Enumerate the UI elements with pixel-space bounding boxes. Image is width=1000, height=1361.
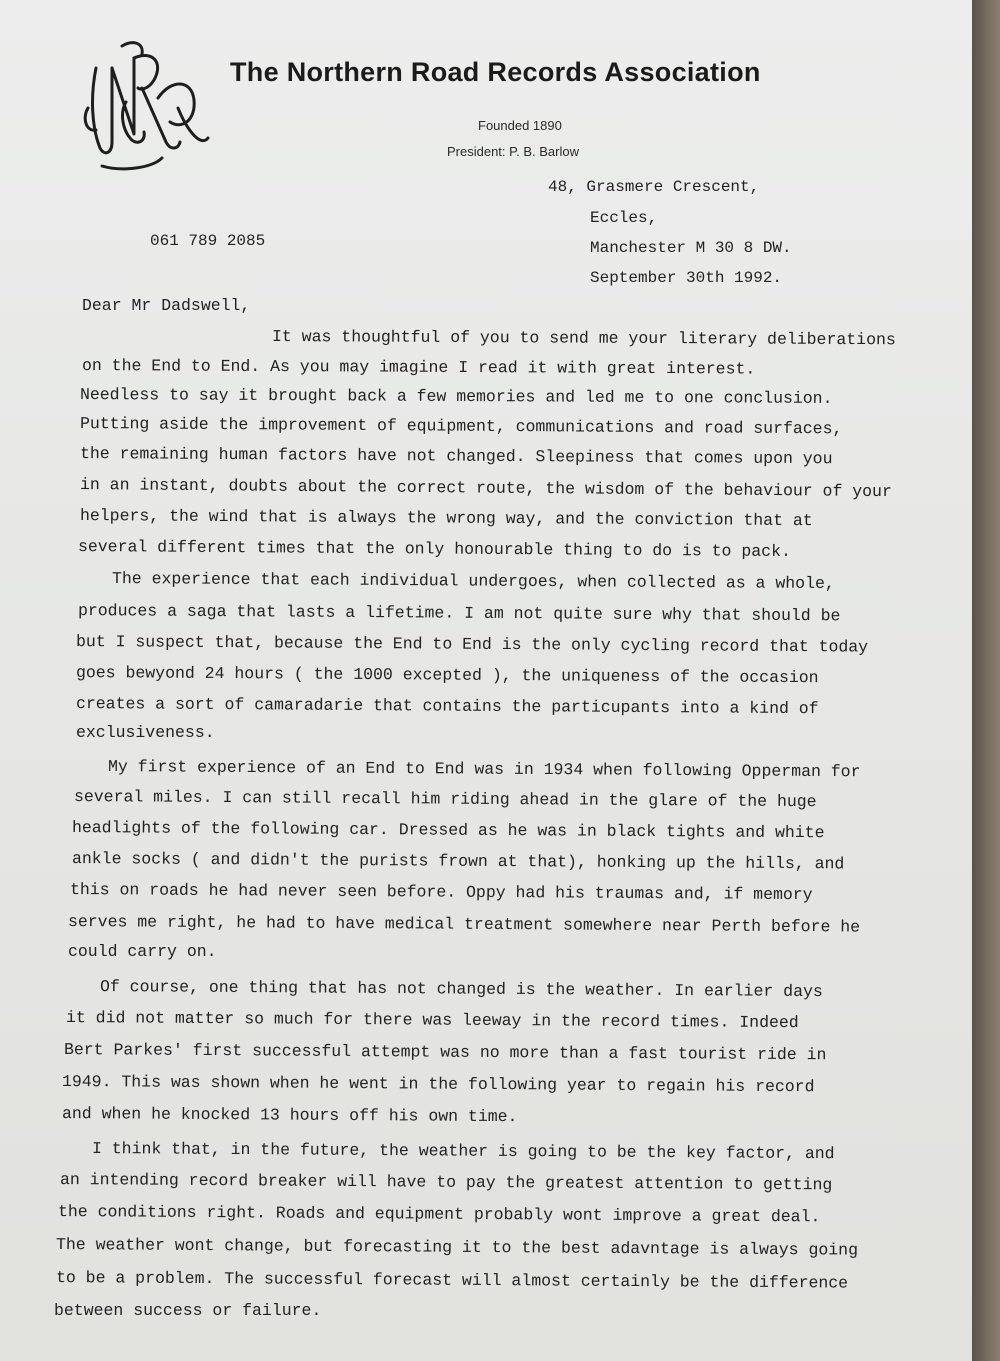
body-line: exclusiveness. (76, 723, 215, 742)
body-line: several miles. I can still recall him riding ahead in the glare of the huge (73, 787, 817, 812)
body-line: but I suspect that, because the End to End is the only cycling record that today (75, 632, 869, 657)
body-line: to be a problem. The successful forecast will almost certainly be the difference (55, 1268, 849, 1293)
body-line: helpers, the wind that is always the wrong way, and the conviction that at (79, 506, 813, 531)
nrra-monogram-logo (82, 38, 214, 172)
body-line: produces a saga that lasts a lifetime. I am not quite sure why that should be (77, 601, 841, 626)
body-line: it did not matter so much for there was leeway in the record times. Indeed (65, 1008, 799, 1033)
body-line: this on roads he had never seen before. Oppy had his traumas and, if memory (69, 880, 813, 905)
body-line: between success or failure. (54, 1301, 322, 1320)
founded-line: Founded 1890 (478, 118, 562, 133)
body-line: Of course, one thing that has not changed is the weather. In earlier days (99, 977, 823, 1002)
body-line: Needless to say it brought back a few memories and led me to one conclusion. (79, 385, 833, 408)
body-line: ankle socks ( and didn't the purists frown at that), honking up the hills, and (71, 849, 845, 874)
body-line: the conditions right. Roads and equipment probably wont improve a great deal. (57, 1202, 821, 1227)
body-line: could carry on. (68, 942, 217, 961)
body-line: Putting aside the improvement of equipment, communications and road surfaces, (79, 414, 843, 439)
org-name: The Northern Road Records Association (230, 57, 761, 87)
body-line: goes bewyond 24 hours ( the 1000 excepted ), the uniqueness of the occasion (75, 663, 819, 688)
body-line: My first experience of an End to End was in 1934 when following Opperman for (107, 757, 861, 782)
body-line: and when he knocked 13 hours off his own time. (61, 1104, 518, 1127)
phone-number: 061 789 2085 (150, 232, 266, 250)
table-surface-edge (972, 0, 1000, 1361)
body-line: Bert Parkes' first successful attempt was no more than a fast tourist ride in (63, 1040, 827, 1065)
body-line: in an instant, doubts about the correct route, the wisdom of the behaviour of your (79, 475, 892, 502)
body-line: I think that, in the future, the weather is going to be the key factor, and (91, 1139, 835, 1164)
body-line: It was thoughtful of you to send me your literary deliberations (271, 327, 896, 350)
address-line-street: 48, Grasmere Crescent, (548, 178, 760, 196)
body-line: creates a sort of camaradarie that contains the particupants into a kind of (75, 694, 819, 719)
address-line-city: Manchester M 30 8 DW. (590, 239, 792, 257)
body-line: the remaining human factors have not changed. Sleepiness that comes upon you (79, 444, 833, 469)
body-line: headlights of the following car. Dressed as he was in black tights and white (71, 818, 825, 843)
salutation: Dear Mr Dadswell, (82, 296, 251, 315)
body-line: serves me right, he had to have medical treatment somewhere near Perth before he (67, 912, 861, 937)
letter-date: September 30th 1992. (590, 269, 783, 287)
body-line: on the End to End. As you may imagine I read it with great interest. (81, 356, 756, 379)
body-line: The experience that each individual undergoes, when collected as a whole, (111, 569, 835, 594)
body-line: several different times that the only honourable thing to do is to pack. (77, 537, 791, 561)
body-line: The weather wont change, but forecasting it to the best adavntage is always going (55, 1235, 859, 1260)
body-line: 1949. This was shown when he went in the following year to regain his record (61, 1072, 815, 1097)
address-line-town: Eccles, (590, 209, 658, 227)
president-line: President: P. B. Barlow (447, 144, 579, 159)
body-line: an intending record breaker will have to pay the greatest attention to getting (59, 1170, 833, 1195)
